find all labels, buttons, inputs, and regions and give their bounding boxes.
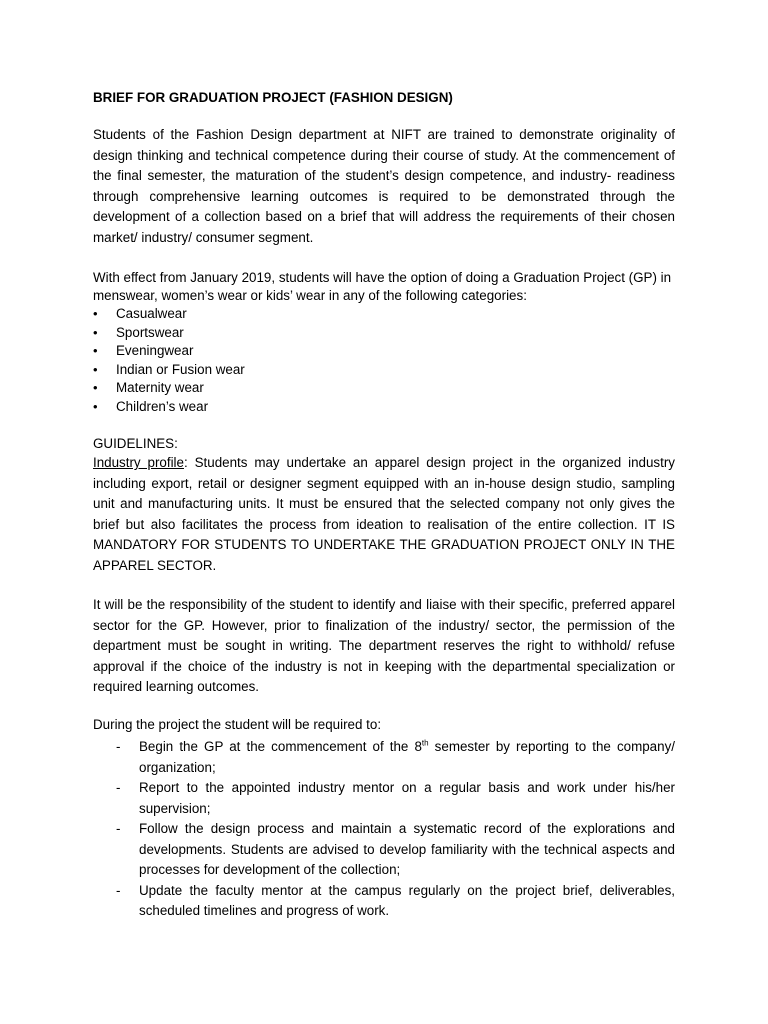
dash-icon: - [116, 821, 121, 836]
list-item [93, 819, 675, 881]
list-item [93, 305, 675, 324]
requirement-text: Report to the appointed industry mentor on a regular basis and work under his/her supervision; [139, 780, 675, 816]
guidelines-heading: GUIDELINES: [93, 436, 178, 451]
list-item [93, 361, 675, 380]
category-label: Casualwear [116, 306, 187, 321]
dash-icon: - [116, 882, 121, 898]
bullet-icon: • [93, 398, 98, 414]
list-item [93, 778, 675, 819]
document-title: BRIEF FOR GRADUATION PROJECT (FASHION DESIGN) [93, 90, 453, 105]
category-label: Children’s wear [116, 398, 209, 414]
industry-profile-paragraph [93, 453, 675, 576]
list-item [93, 379, 675, 398]
bullet-icon: • [93, 306, 98, 321]
category-label: Eveningwear [116, 343, 194, 358]
bullet-icon: • [93, 361, 98, 377]
ordinal-suffix: th [421, 738, 429, 748]
during-intro: During the project the student will be required to: [93, 716, 382, 732]
intro-paragraph: Students of the Fashion Design department at NIFT are trained to demonstrate originality of design thinking and technical competence during their course of study. At the commencement of the final semester, the maturation of the student’s design competence, and industry- readiness through comprehensive learning outcomes is required to be demonstrated through the development of a collection based on a brief that will address the requirements of their chosen market/ industry/ consumer segment. [93, 127, 675, 245]
list-item [93, 737, 675, 778]
bullet-icon: • [93, 324, 98, 340]
industry-profile-text: Students may undertake an apparel design project in the organized industry including export, retail or designer segment equipped with an in-house design studio, sampling unit and manufacturing units. It must be ensured that the selected company not only gives the brief but also facilitates the process from ideation to realisation of the entire collection. IT IS MANDATORY FOR STUDENTS TO UNDERTAKE THE GRADUATION PROJECT ONLY IN THE APPAREL SECTOR. [93, 455, 675, 573]
requirement-text: Follow the design process and maintain a systematic record of the explorations and developments. Students are advised to develop familiarity with the technical aspects and processes for development of the collection; [139, 821, 675, 877]
effect-paragraph: With effect from January 2019, students will have the option of doing a Graduation Project (GP) in menswear, women’s wear or kids’ wear in any of the following categories: [93, 270, 672, 303]
bullet-icon: • [93, 343, 98, 358]
requirement-text: semester by reporting to the company/ organization; [139, 739, 675, 775]
industry-profile-label: Industry profile [93, 455, 184, 470]
list-item [93, 398, 675, 417]
category-label: Indian or Fusion wear [116, 361, 245, 377]
dash-icon: - [116, 780, 121, 795]
category-list [93, 305, 675, 416]
list-item [93, 324, 675, 343]
requirement-text: Begin the GP at the commencement of the 8 [139, 739, 422, 754]
list-item [93, 881, 675, 922]
bullet-icon: • [93, 380, 98, 395]
dash-icon: - [116, 739, 121, 754]
requirements-list [93, 737, 675, 922]
category-label: Sportswear [116, 324, 184, 340]
requirement-text: Update the faculty mentor at the campus regularly on the project brief, deliverables, scheduled timelines and progress of work. [139, 882, 675, 918]
industry-profile-colon: : [183, 455, 188, 470]
category-label: Maternity wear [116, 380, 204, 395]
document-body [93, 88, 675, 922]
list-item [93, 342, 675, 361]
responsibility-paragraph: It will be the responsibility of the student to identify and liaise with their specific, preferred apparel sector for the GP. However, prior to finalization of the industry/ sector, the permission of the department must be sought in writing. The department reserves the right to withhold/ refuse approval if the choice of the industry is not in keeping with the departmental specialization or required learning outcomes. [93, 597, 675, 694]
